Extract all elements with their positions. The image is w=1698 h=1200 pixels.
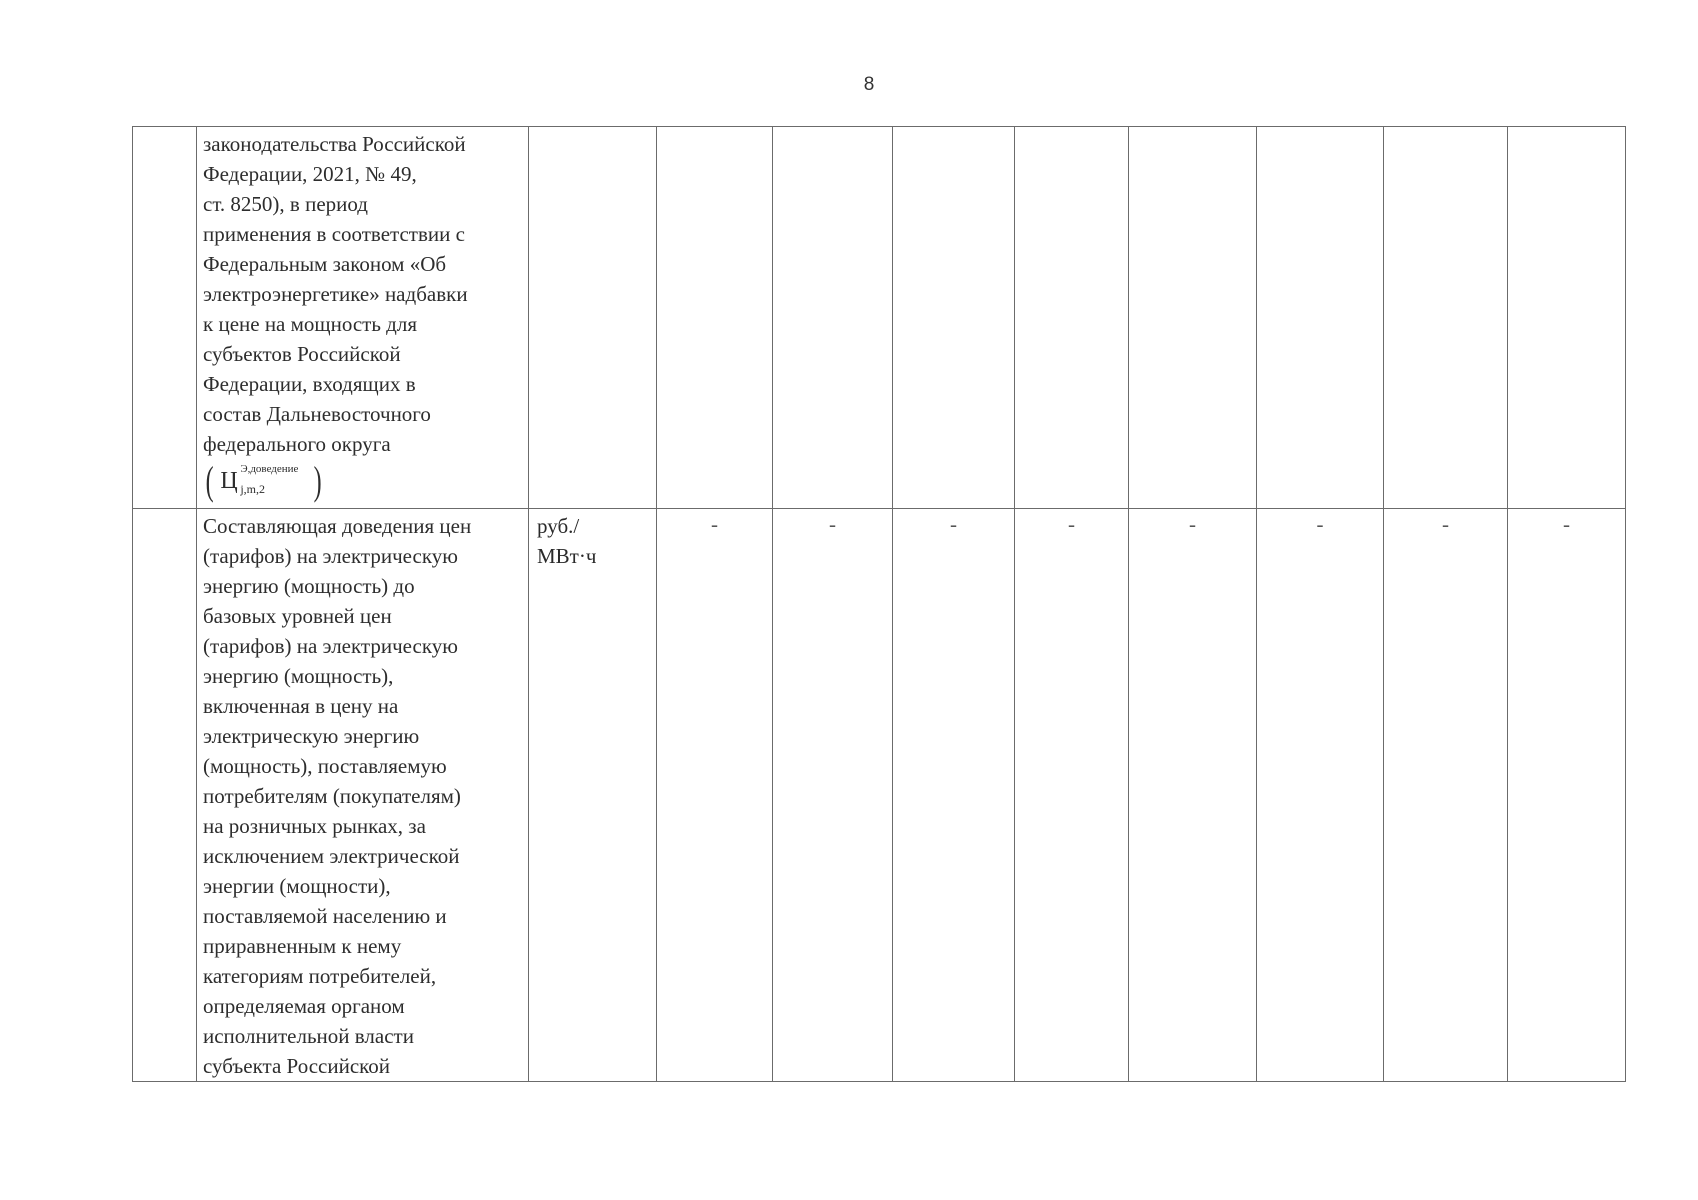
text-line: исключением электрической xyxy=(203,844,460,868)
value-cell xyxy=(893,127,1015,509)
formula-base: Ц xyxy=(220,468,238,494)
text-line: субъектов Российской xyxy=(203,342,401,366)
value-cell: - xyxy=(1129,509,1257,1082)
right-paren: ) xyxy=(313,458,322,503)
value-cell xyxy=(1015,127,1129,509)
text-line: включенная в цену на xyxy=(203,694,399,718)
data-table xyxy=(132,126,1626,1082)
formula-superscript: Э,доведение xyxy=(240,463,299,475)
text-line: приравненным к нему xyxy=(203,934,402,958)
value-cell: - xyxy=(1015,509,1129,1082)
value-cell xyxy=(657,127,773,509)
text-line: (тарифов) на электрическую xyxy=(203,634,458,658)
text-line: на розничных рынках, за xyxy=(203,814,426,838)
value-cell: - xyxy=(773,509,893,1082)
unit-line: руб./ xyxy=(537,514,580,538)
text-line: Федерации, 2021, № 49, xyxy=(203,162,417,186)
text-line: к цене на мощность для xyxy=(203,312,417,336)
indicator-name-cell xyxy=(197,127,529,509)
unit-line: МВт·ч xyxy=(537,544,597,568)
text-line: энергию (мощность), xyxy=(203,664,394,688)
value-cell: - xyxy=(1508,509,1626,1082)
value-cell xyxy=(1384,127,1508,509)
text-line: применения в соответствии с xyxy=(203,222,465,246)
text-line: энергию (мощность) до xyxy=(203,574,415,598)
text-line: субъекта Российской xyxy=(203,1054,391,1078)
text-line: определяемая органом xyxy=(203,994,405,1018)
indicator-name-cell xyxy=(197,509,529,1082)
text-line: электрическую энергию xyxy=(203,724,420,748)
text-line: Составляющая доведения цен xyxy=(203,514,472,538)
value-cell: - xyxy=(893,509,1015,1082)
text-line: состав Дальневосточного xyxy=(203,402,431,426)
text-line: федерального округа xyxy=(203,432,391,456)
text-line: ст. 8250), в период xyxy=(203,192,368,216)
left-paren: ( xyxy=(205,458,214,503)
text-line: (мощность), поставляемую xyxy=(203,754,447,778)
value-cell xyxy=(773,127,893,509)
value-cell: - xyxy=(1384,509,1508,1082)
value-cell xyxy=(1257,127,1384,509)
text-line: Федеральным законом «Об xyxy=(203,252,447,276)
table-row xyxy=(133,127,1626,509)
formula-body xyxy=(216,461,311,501)
unit-cell xyxy=(529,509,657,1082)
text-line: энергии (мощности), xyxy=(203,874,391,898)
text-line: базовых уровней цен xyxy=(203,604,392,628)
unit-cell xyxy=(529,127,657,509)
text-line: исполнительной власти xyxy=(203,1024,414,1048)
text-line: категориям потребителей, xyxy=(203,964,437,988)
text-line: Федерации, входящих в xyxy=(203,372,416,396)
text-line: (тарифов) на электрическую xyxy=(203,544,458,568)
price-formula xyxy=(203,458,325,503)
text-line: законодательства Российской xyxy=(203,132,466,156)
text-line: потребителям (покупателям) xyxy=(203,784,461,808)
row-number-cell xyxy=(133,127,197,509)
value-cell xyxy=(1508,127,1626,509)
value-cell: - xyxy=(1257,509,1384,1082)
row-number-cell xyxy=(133,509,197,1082)
table-row xyxy=(133,509,1626,1082)
formula-subscript: j,m,2 xyxy=(240,482,265,496)
value-cell: - xyxy=(657,509,773,1082)
text-line: поставляемой населению и xyxy=(203,904,447,928)
page-number: 8 xyxy=(863,74,875,95)
value-cell xyxy=(1129,127,1257,509)
text-line: электроэнергетике» надбавки xyxy=(203,282,468,306)
